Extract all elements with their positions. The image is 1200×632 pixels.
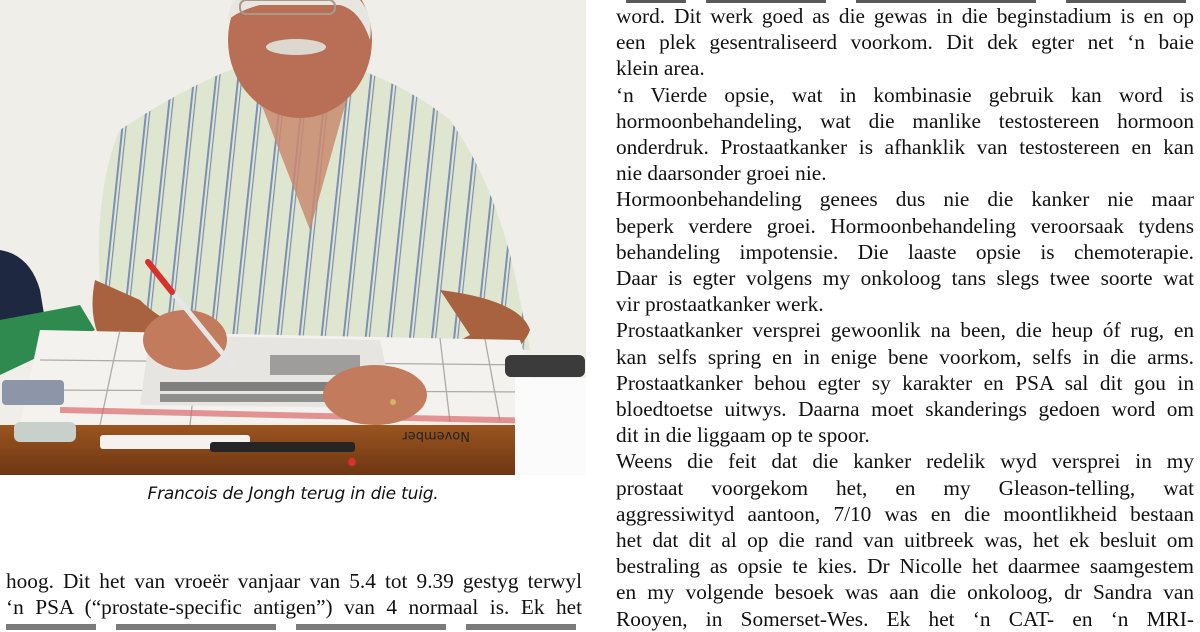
- loose-paper: [515, 378, 586, 475]
- text-line: beperk verdere groei. Hormoonbehandeling veroorsaak tydens: [616, 213, 1194, 238]
- text-line: ‘n Vierde opsie, wat in kombinasie gebruik kan word is: [616, 82, 1194, 107]
- tape-holder: [14, 422, 76, 442]
- article-left-column: [6, 568, 582, 620]
- cropped-text-line-bottom: [6, 621, 582, 630]
- calculator: [2, 380, 64, 405]
- text-line: kan selfs spring en in enige bene voorkom, selfs in die arms.: [616, 344, 1194, 369]
- text-line: onderdruk. Prostaatkanker is afhanklik van testostereen en kan: [616, 135, 1194, 160]
- text-line: het dat dit al op die rand van uitbreek was, het ek besluit om: [616, 528, 1194, 553]
- text-line: behandeling impotensie. Die laaste opsie is chemoterapie.: [616, 239, 1194, 264]
- right-hand: [323, 365, 427, 425]
- calendar-month-label: November: [402, 428, 470, 443]
- text-line: vir prostaatkanker werk.: [616, 292, 824, 317]
- text-line: hoog. Dit het van vroeër vanjaar van 5.4 tot 9.39 gestyg terwyl: [6, 569, 582, 593]
- text-line: aggressiwityd aantoon, 7/10 was en die moontlikheid bestaan: [616, 501, 1194, 526]
- moustache: [266, 39, 326, 55]
- text-line: Weens die feit dat die kanker redelik wyd versprei in my: [616, 449, 1194, 474]
- text-line: Rooyen, in Somerset-Wes. Ek het ‘n CAT- en ‘n MRI-: [616, 606, 1194, 631]
- text-line: prostaat voorgekom het, en my Gleason-telling, wat: [616, 475, 1194, 500]
- text-line: klein area.: [616, 56, 705, 81]
- text-line: Prostaatkanker behou egter sy karakter en PSA sal dit gou in: [616, 370, 1194, 395]
- article-right-column: [616, 3, 1194, 632]
- text-line: en my volgende besoek was aan die onkoloog, dr Sandra van: [616, 580, 1194, 605]
- article-photo: [0, 0, 586, 475]
- text-line: Hormoonbehandeling genees dus nie die kanker nie maar: [616, 187, 1194, 212]
- ring: [390, 399, 396, 405]
- text-line: ‘n PSA (“prostate-specific antigen”) van 4 normaal is. Ek het: [6, 595, 582, 620]
- text-line: bloedtoetse uitwys. Daarna moet skanderings gedoen word om: [616, 397, 1194, 422]
- text-line: Daar is egter volgens my onkoloog tans slegs twee soorte wat: [616, 266, 1194, 291]
- photo-caption: Francois de Jongh terug in die tuig.: [147, 484, 439, 504]
- photo-illustration: [0, 0, 586, 475]
- text-line: dit in die liggaam op te spoor.: [616, 423, 870, 448]
- text-line: Prostaatkanker versprei gewoonlik na been, die heup óf rug, en: [616, 318, 1194, 343]
- phone: [505, 355, 585, 377]
- text-line: een plek gesentraliseerd voorkom. Dit dek egter net ‘n baie: [616, 30, 1194, 55]
- text-line: word. Dit werk goed as die gewas in die beginstadium is en op: [616, 4, 1194, 28]
- text-line: hormoonbehandeling, wat die manlike testostereen hormoon: [616, 108, 1194, 133]
- pens-in-tray: [210, 442, 355, 452]
- text-line: nie daarsonder groei nie.: [616, 161, 827, 186]
- text-line: bestraling as opsie te kies. Dr Nicolle het daarmee saamgestem: [616, 554, 1194, 579]
